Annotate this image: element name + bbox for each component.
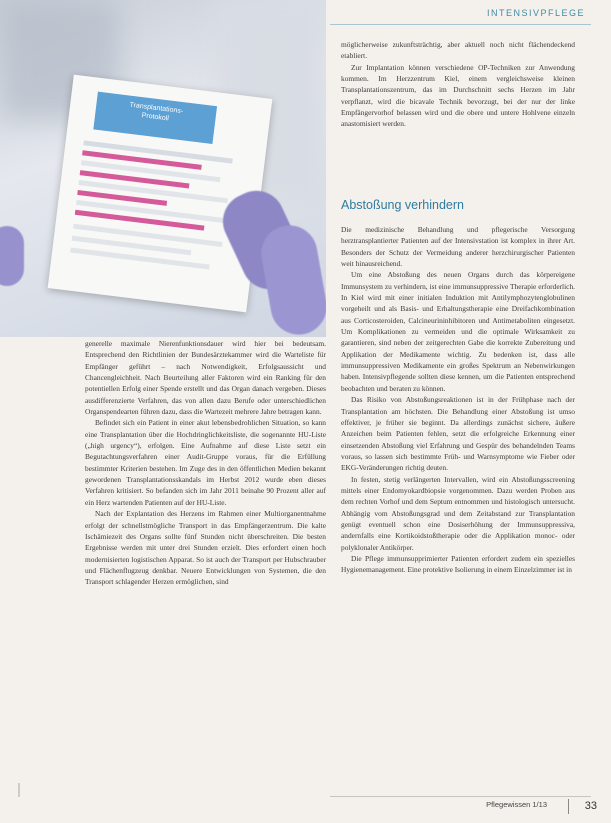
journal-issue: 1/13 <box>532 800 547 809</box>
footer-journal <box>486 800 547 809</box>
page-number: 33 <box>584 800 597 812</box>
body-paragraph: möglicherweise zukunftsträchtig, aber aktuell noch nicht flächendeckend etabliert. <box>341 40 575 61</box>
body-paragraph: Nach der Explantation des Herzens im Rahmen einer Multiorganentnahme erfolgt der schnellstmögliche Transport in das Empfängerzentrum. Die kalte Ischämiezeit des Organs sollte fünf Stunden nicht überschreiten. Die besten Ergebnisse werden mit unter drei Stunden erzielt. Dies erfordert einen hoch modernisierten logistischen Apparat. So ist auch der Transport per Hubschrauber und Flächenflugzeug denkbar. Neuere Entwicklungen von Systemen, die den Transport schlagender Herzen ermöglichen, sind <box>85 509 326 587</box>
gloved-hand <box>257 221 326 337</box>
body-paragraph: Zur Implantation können verschiedene OP-Techniken zur Anwendung kommen. Im Herzzentrum Kiel, einem vergleichsweise kleinen Transplantationszentrum, das im Durchschnitt sechs Herzen im Jahr verpflanzt, wird die bicavale Technik bevorzugt, bei der nur der linke Empfängervorhof belassen wird und die obere und untere Hohlvene einzeln anastomisiert werden. <box>341 62 575 129</box>
body-paragraph: Um eine Abstoßung des neuen Organs durch das körpereigene Immunsystem zu verhindern, ist eine immunsuppressive Therapie erforderlich. In Kiel wird mit einer initialen Induktion mit Antilymphozytenglobulinen vorgeheilt und als Basis- und Erhaltungstherapie eine Dreifachkombination aus Corticosteroiden, Calcineurininhibitoren und Antimetaboliten eingesetzt. Um Komplikationen zu vermeiden und die optimale Wirksamkeit zu garantieren, sind neben der zeitgerechten Gabe die korrekte Zubereitung und Applikation der Medikamente wichtig. Zu bedenken ist, dass alle immunsuppressiven Medikamente ein großes Spektrum an Nebenwirkungen haben. Intensivpflegende sollten diese kennen, um die Patienten entsprechend beobachten und beraten zu können. <box>341 270 575 393</box>
header-rule <box>330 24 591 25</box>
photo-form-sheet <box>48 75 273 313</box>
body-paragraph: Die medizinische Behandlung und pflegerische Versorgung herztransplantierter Patienten auf der Intensivstation ist komplex in ihrer Art. Besonders der Schutz der Vermeidung anderer herzchirurgischer Patienten weit hinausreichend. <box>341 225 575 269</box>
right-column-top <box>341 39 575 130</box>
article-photo <box>0 0 326 337</box>
photo-form-header <box>93 92 217 144</box>
photo-form-title: Transplantations- <box>129 101 184 116</box>
right-column <box>341 224 575 576</box>
body-paragraph: Die Pflege immunsupprimierter Patienten erfordert zudem ein spezielles Hygienemanagement. Eine protektive Isolierung in einem Einzelzimmer ist in <box>341 553 575 575</box>
journal-name: Pflegewissen <box>486 800 531 809</box>
footer-divider <box>568 799 569 814</box>
section-label: INTENSIVPFLEGE <box>486 8 585 18</box>
left-column <box>85 338 326 588</box>
body-paragraph: Befindet sich ein Patient in einer akut lebensbedrohlichen Situation, so kann eine Transplantation über die Hochdringlichkeitsliste, die sogenannte HU-Liste („high urgency“), erfolgen. Eine Aufnahme auf diese Liste setzt ein Begutachtungsverfahren einer Audit-Gruppe voraus, für die Erfüllung bestimmter Kriterien bestehen. Im Zuge des in den öffentlichen Medien bekannt gewordenen Transplantationsskandals im Herbst 2012 wurde eben dieses Verfahren kritisiert. So befanden sich im Jahr 2011 beinahe 90 Prozent aller auf ein Herz wartenden Patienten auf der HU-Liste. <box>85 418 326 507</box>
body-paragraph: Das Risiko von Abstoßungsreaktionen ist in der Frühphase nach der Transplantation am höchsten. Die Behandlung einer Abstoßung ist umso effektiver, je früher sie beginnt. Da allerdings zunächst sichere, äußere Anzeichen beim Patienten fehlen, setzt die erfolgreiche Erkennung einer einsetzenden Abstoßung viel Erfahrung und Gespür des behandelnden Teams voraus, so lassen sich bestimmte Früh- und Warnsymptome wie Fieber oder EKG-Veränderungen richtig deuten. <box>341 395 575 473</box>
body-paragraph: In festen, stetig verlängerten Intervallen, wird ein Abstoßungsscreening mittels einer Endomyokardbiopsie vorgenommen. Dazu werden Proben aus dem rechten Vorhof und dem Septum entnommen und histologisch untersucht. Abhängig vom Abstoßungsgrad und dem Zeitabstand zur Transplantation genügt eventuell schon eine Dosiserhöhung der Immunsuppressiva, andernfalls eine Kortikoidstoßtherapie oder die Applikation monoc- oder polyklonaler Antikörper. <box>341 474 575 552</box>
gloved-hand <box>0 226 24 286</box>
section-heading: Abstoßung verhindern <box>341 198 464 212</box>
photo-form-subtitle: Protokoll <box>141 112 170 123</box>
margin-mark <box>18 783 20 797</box>
footer-rule <box>330 796 591 797</box>
body-paragraph: generelle maximale Nierenfunktionsdauer wird hier bei bedeutsam. Entsprechend den Richtlinien der Bundesärztekammer wird die Warteliste für Empfänger geführt – nach Notwendigkeit, Erfolgsaussicht und Chancengleichheit. Nach Beurteilung aller Faktoren wird ein Ranking für den potentiellen Erfolg einer Spende erstellt und das Organ danach vergeben. Dieses ausdifferenzierte Verfahren, das von allen dazu Berufe oder unterschiedlichen Organspendearten führen dazu, dass die Wartezeit mehrere Jahre betragen kann. <box>85 339 326 417</box>
